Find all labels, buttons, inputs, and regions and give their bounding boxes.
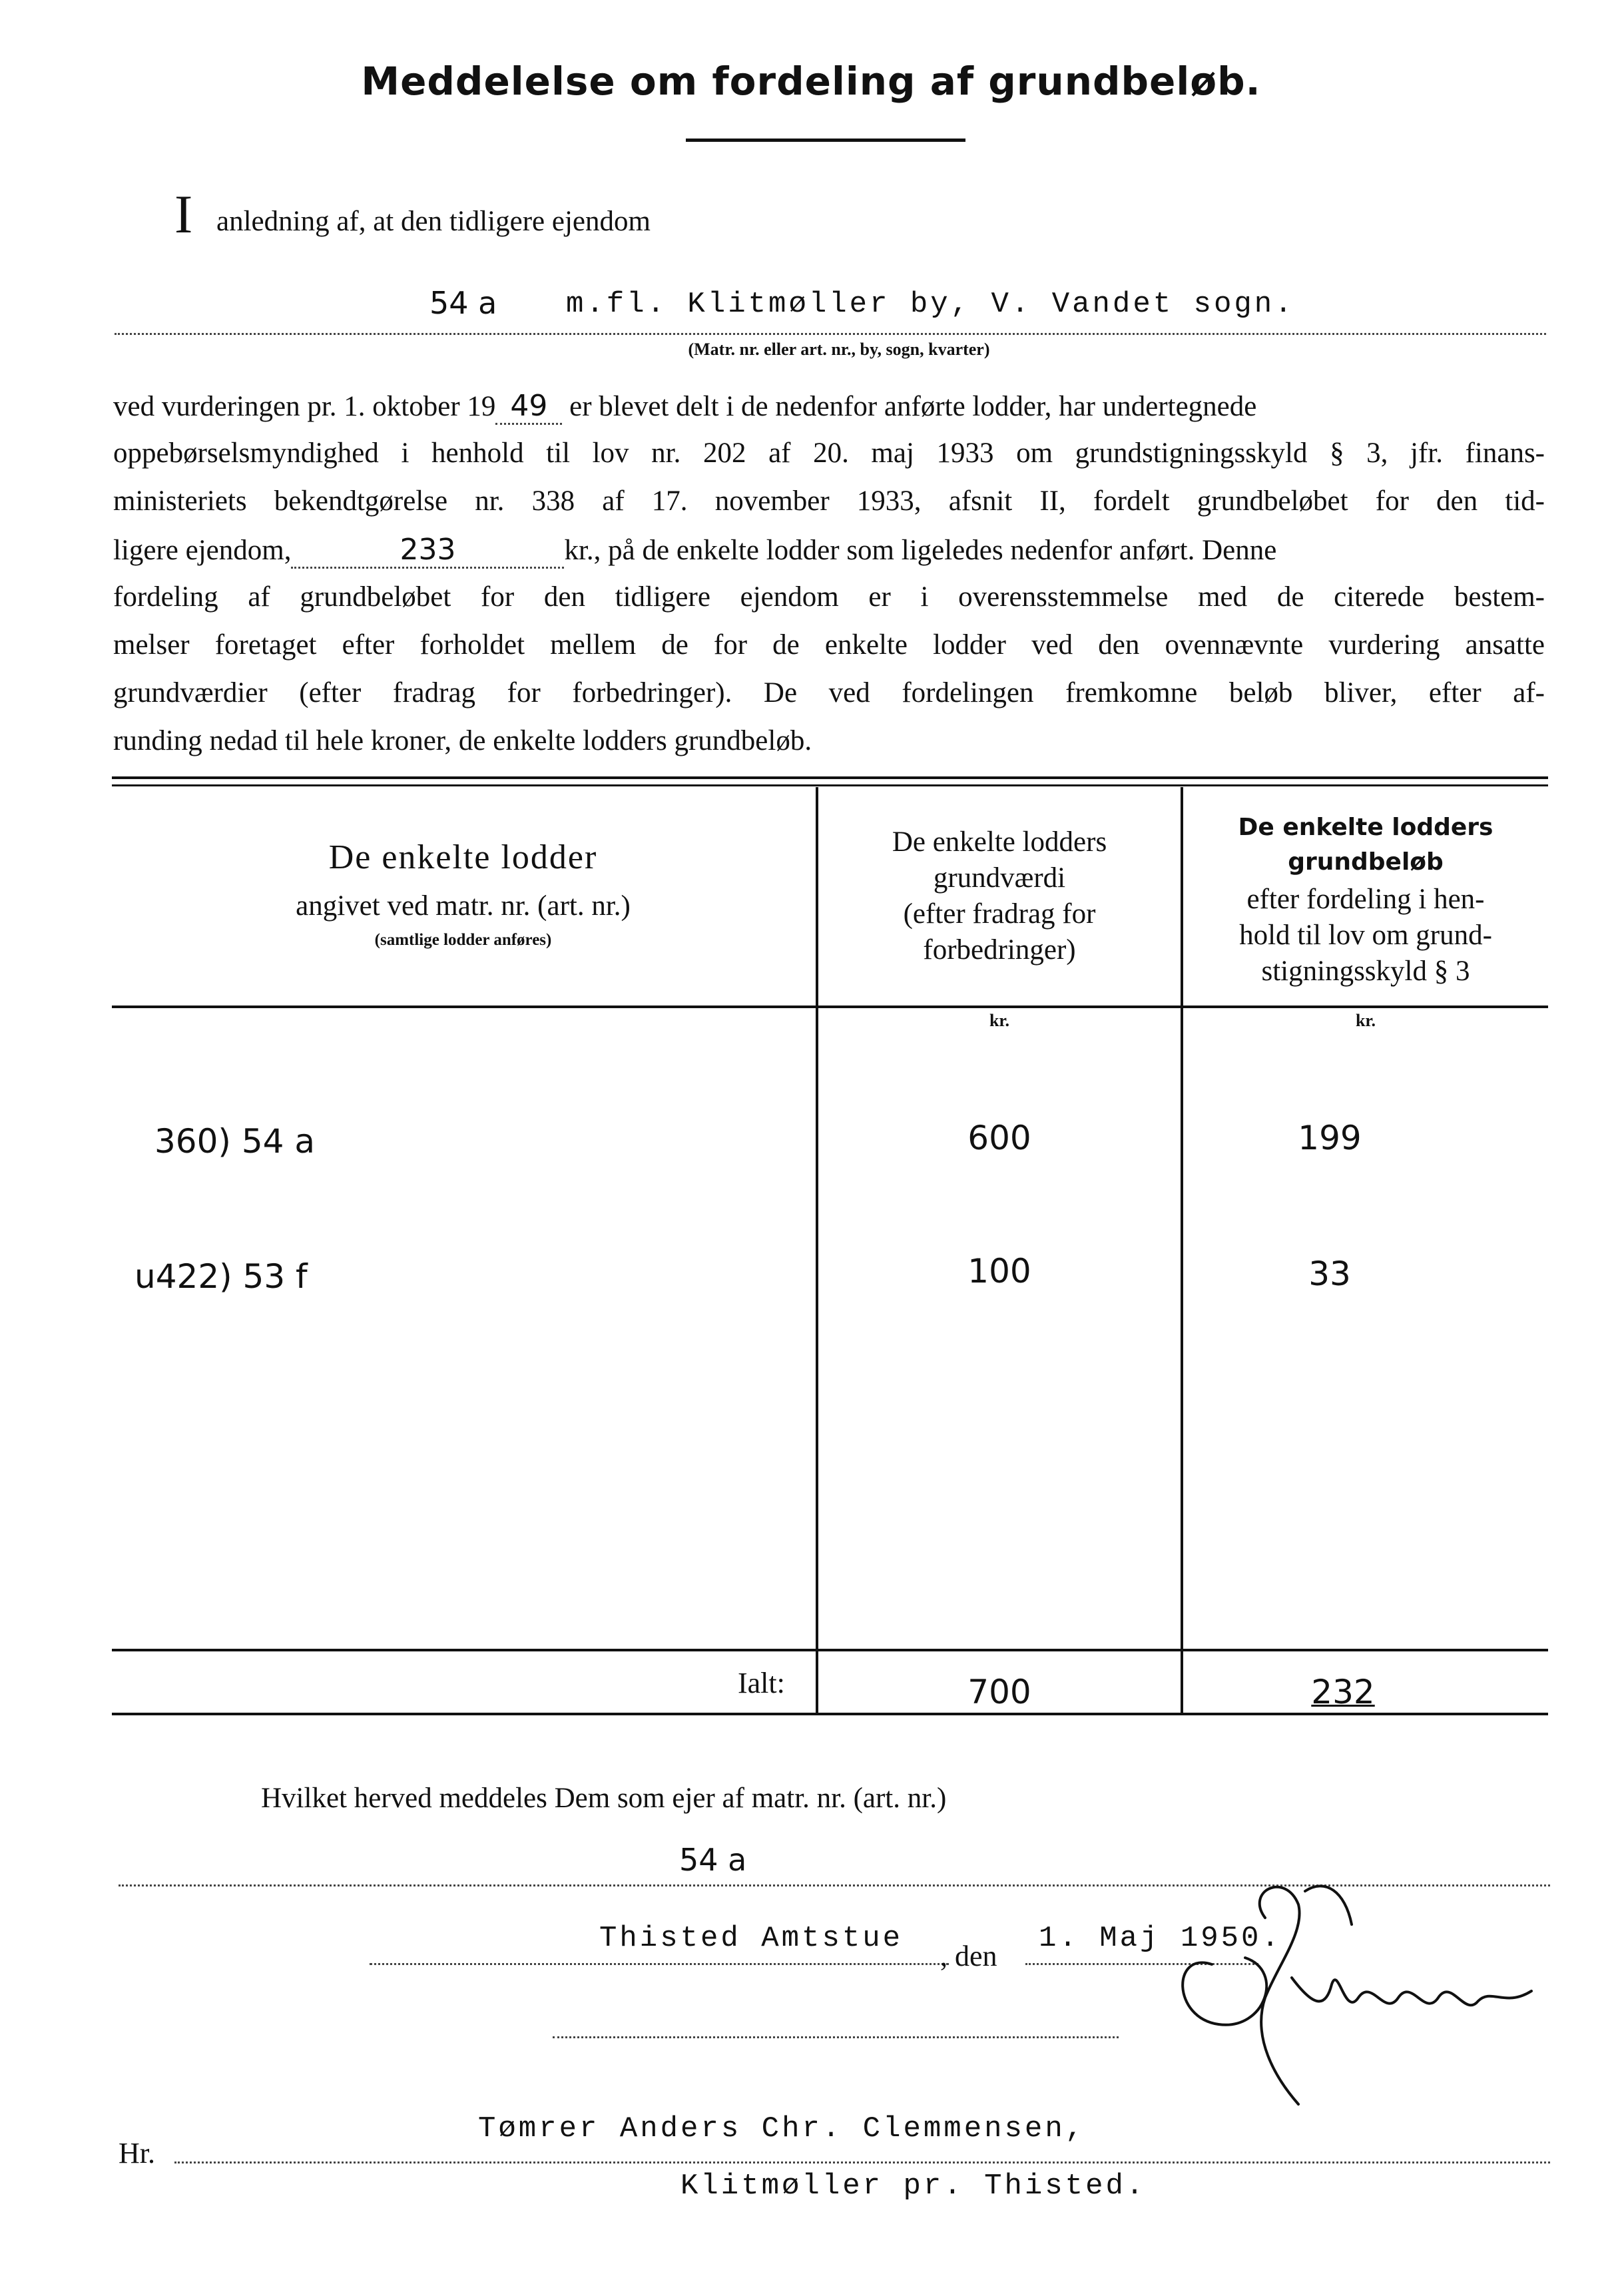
body-line-6: melser foretaget efter forholdet mellem de for de enkelte lodder ved den ovennævnte vurdering ansatte — [113, 629, 1545, 661]
row-1-amount: 199 — [1298, 1119, 1362, 1157]
col1-header-title: De enkelte lodder — [328, 838, 598, 876]
signature — [1132, 1865, 1558, 2118]
body-text: er blevet delt i de nedenfor anførte lodder, har undertegnede — [569, 391, 1257, 422]
year-value: 49 — [510, 389, 548, 423]
row-2-amount: 33 — [1308, 1255, 1351, 1293]
body-line-4 — [113, 533, 1545, 569]
signature-stroke — [1183, 1958, 1266, 2025]
property-location: m.fl. Klitmøller by, V. Vandet sogn. — [566, 288, 1295, 321]
col3-header-line-2: grundbeløb — [1288, 848, 1444, 876]
col2-header-line-3: (efter fradrag for — [903, 898, 1096, 930]
recipient-address: Klitmøller pr. Thisted. — [680, 2169, 1147, 2203]
row-1-lot: 360) 54 a — [154, 1122, 315, 1161]
title-rule — [686, 139, 965, 142]
notice-parcel: 54 a — [679, 1842, 747, 1878]
col3-header-line-4: hold til lov om grund- — [1239, 920, 1492, 951]
col2-header-line-2: grundværdi — [933, 862, 1066, 894]
total-label: Ialt: — [738, 1667, 785, 1699]
row-2-value: 100 — [967, 1252, 1031, 1291]
signature-stroke — [1292, 1978, 1531, 2005]
amount-value: 233 — [400, 533, 456, 567]
signature-stroke — [1305, 1886, 1352, 1924]
body-line-5: fordeling af grundbeløbet for den tidligere ejendom er i overensstemmelse med de citerede bestem- — [113, 581, 1545, 613]
col3-unit: kr. — [1355, 1011, 1376, 1030]
recipient-salutation: Hr. — [119, 2137, 155, 2169]
year-field — [495, 389, 562, 425]
table-bottom-rule — [112, 1713, 1548, 1715]
table-top-rule-2 — [112, 784, 1548, 786]
property-parcel: 54 a — [429, 285, 497, 321]
place-dotline — [370, 1963, 949, 1965]
col1-header-note: (samtlige lodder anføres) — [374, 931, 552, 949]
col2-header-line-4: forbedringer) — [923, 934, 1076, 966]
property-caption: (Matr. nr. eller art. nr., by, sogn, kvarter) — [688, 340, 990, 359]
body-line-7: grundværdier (efter fradrag for forbedringer). De ved fordelingen fremkomne beløb bliver, efter af- — [113, 677, 1545, 709]
table-total-rule — [112, 1649, 1548, 1651]
notice-text: Hvilket herved meddeles Dem som ejer af matr. nr. (art. nr.) — [261, 1783, 947, 1814]
col1-header-subtitle: angivet ved matr. nr. (art. nr.) — [296, 890, 631, 922]
row-1-value: 600 — [967, 1119, 1031, 1157]
place-comma-den: , den — [940, 1940, 997, 1972]
place-date: 1. Maj 1950. — [1039, 1922, 1282, 1955]
body-text: ved vurderingen pr. 1. oktober 19 — [113, 391, 496, 422]
document-title: Meddelelse om fordeling af grundbeløb. — [361, 59, 1261, 104]
body-line-1 — [113, 389, 1545, 425]
col2-header-line-1: De enkelte lodders — [892, 826, 1107, 858]
property-dotline — [115, 333, 1546, 335]
body-line-3: ministeriets bekendtgørelse nr. 338 af 17. november 1933, afsnit II, fordelt grundbeløbet for den tid- — [113, 485, 1545, 517]
col3-header-line-5: stigningsskyld § 3 — [1261, 956, 1470, 987]
body-text: kr., på de enkelte lodder som ligeledes nedenfor anført. Denne — [564, 535, 1277, 566]
amount-field — [291, 533, 564, 569]
intro-text: anledning af, at den tidligere ejendom — [216, 206, 651, 237]
place-office: Thisted Amtstue — [599, 1922, 904, 1955]
body-line-8: runding nedad til hele kroner, de enkelte lodders grundbeløb. — [113, 725, 812, 756]
intro-dropcap: I — [174, 184, 193, 244]
body-line-2: oppebørselsmyndighed i henhold til lov nr. 202 af 20. maj 1933 om grundstigningsskyld § 3, jfr. finans- — [113, 437, 1545, 469]
col3-header-line-3: efter fordeling i hen- — [1246, 884, 1485, 915]
table-top-rule — [112, 776, 1548, 779]
body-text: ligere ejendom, — [113, 535, 292, 566]
recipient-name: Tømrer Anders Chr. Clemmensen, — [478, 2112, 1086, 2146]
total-value: 700 — [967, 1673, 1031, 1711]
col3-header-line-1: De enkelte lodders — [1238, 814, 1493, 841]
authority-dotline — [553, 2036, 1119, 2038]
total-amount: 232 — [1311, 1673, 1375, 1711]
table-header-rule — [112, 1005, 1548, 1008]
row-2-lot: u422) 53 f — [135, 1257, 308, 1296]
col2-unit: kr. — [989, 1011, 1010, 1030]
recipient-dotline — [174, 2161, 1550, 2163]
